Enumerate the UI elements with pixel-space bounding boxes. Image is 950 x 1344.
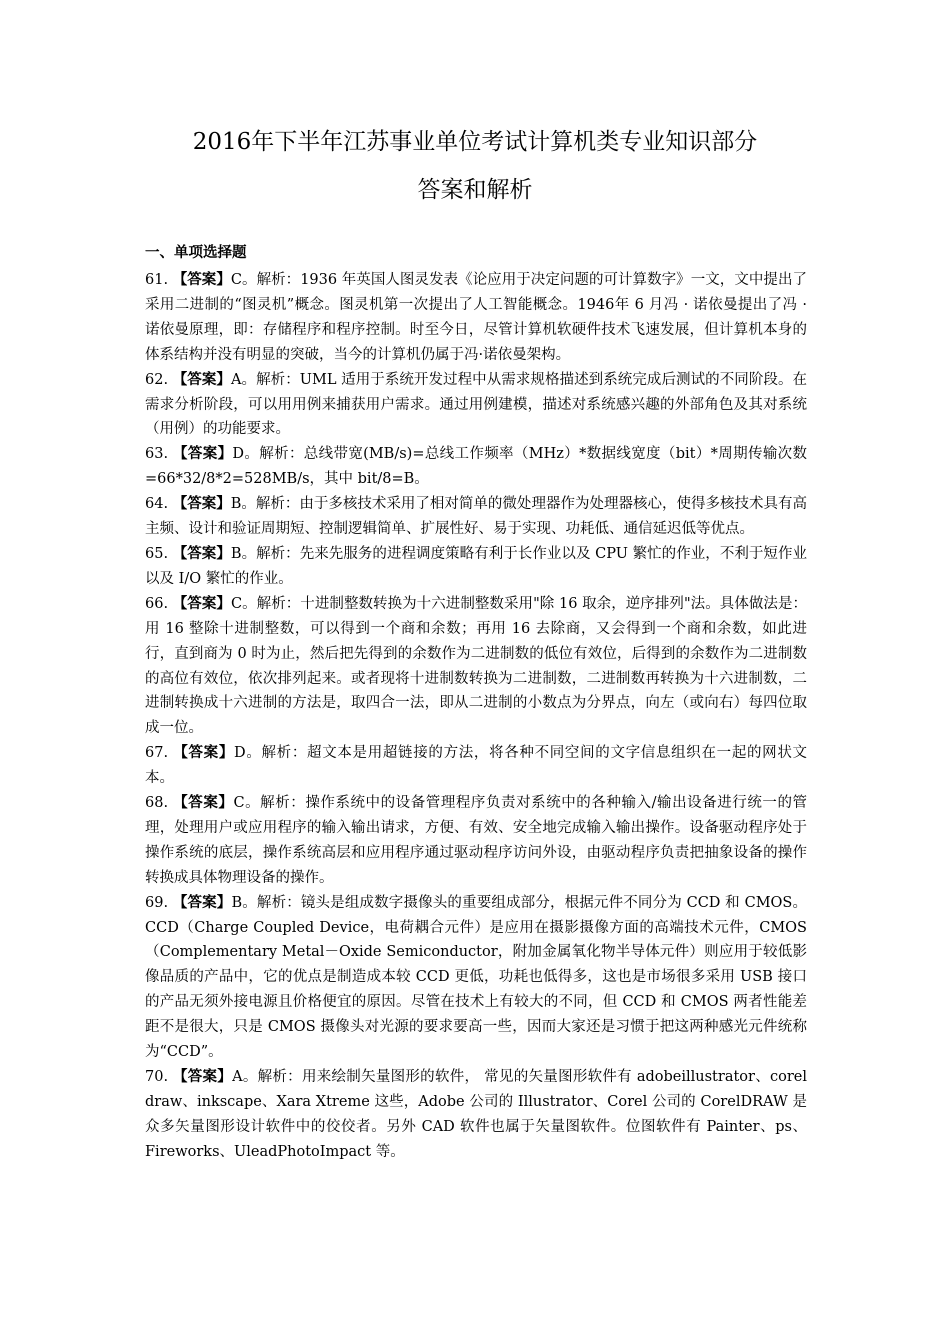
answer-item-68 [145,791,807,891]
answer-item-65 [145,542,807,592]
answer-item-64 [145,492,807,542]
answer-tag: 【答案】 [172,370,231,388]
answer-tag: 【答案】 [172,271,231,288]
answer-tag: 【答案】 [172,594,231,612]
explanation-text: 。解析：超文本是用超链接的方法，将各种不同空间的文字信息组织在一起的网状文本。 [145,745,808,787]
explanation-text: 。解析：由于多核技术采用了相对简单的微处理器作为处理器核心，使得多核技术具有高主频、设计和验证周期短、控制逻辑简单、扩展性好、易于实现、功耗低、通信延迟低等优点。 [145,496,808,538]
answer-tag: 【答案】 [173,794,234,812]
answer-list [145,268,807,1165]
explanation-text: 。解析：用来绘制矢量图形的软件， 常见的矢量图形软件有 adobeillustrator、corel draw、inkscape、Xara Xtreme 这些，Adobe 公司的 Illustrator、Corel 公司的 CorelDRAW 是众多矢量图形设计软件中的佼佼者。另外 CAD 软件也属于矢量图软件。位图软件有 Painter、ps、Fireworks、UleadPhotoImpact 等。 [145,1069,808,1160]
question-number: 66. [145,595,169,612]
answer-item-66 [145,592,807,741]
answer-letter: C [233,795,245,812]
section-heading: 一、单项选择题 [145,244,247,261]
answer-item-61 [145,268,807,368]
answer-letter: B [230,545,242,562]
answer-tag: 【答案】 [173,744,235,762]
question-number: 67. [145,745,169,762]
answer-letter: B [230,496,242,513]
explanation-text: 。解析：镜头是组成数字摄像头的重要组成部分，根据元件不同分为 CCD 和 CMOS。CCD（Charge Coupled Device，电荷耦合元件）是应用在摄影摄像方面的高端技术元件，CMOS（Complementary Metal－Oxide Semiconductor，附加金属氧化物半导体元件）则应用于较低影像品质的产品中，它的优点是制造成本较 CCD 更低，功耗也低得多，这也是市场很多采用 USB 接口的产品无须外接电源且价格便宜的原因。尽管在技术上有较大的不同，但 CCD 和 CMOS 两者性能差距不是很大，只是 CMOS 摄像头对光源的要求要高一些，因而大家还是习惯于把这两种感光元件统称为“CCD”。 [145,894,808,1061]
explanation-text: 。解析：UML 适用于系统开发过程中从需求规格描述到系统完成后测试的不同阶段。在需求分析阶段，可以用用例来捕获用户需求。通过用例建模，描述对系统感兴趣的外部角色及其对系统（用例）的功能要求。 [145,371,808,438]
question-number: 65. [145,545,169,562]
question-number: 69. [145,894,169,911]
explanation-text: 。解析：先来先服务的进程调度策略有利于长作业以及 CPU 繁忙的作业，不利于短作业以及 I/O 繁忙的作业。 [145,545,808,587]
answer-item-62 [145,368,807,443]
answer-tag: 【答案】 [172,495,231,513]
explanation-text: 。解析：操作系统中的设备管理程序负责对系统中的各种输入/输出设备进行统一的管理，处理用户或应用程序的输入输出请求，方便、有效、安全地完成输入输出操作。设备驱动程序处于操作系统的底层，操作系统高层和应用程序通过驱动程序访问外设，由驱动程序负责把抽象设备的操作转换成具体物理设备的操作。 [145,795,808,886]
answer-letter: B [231,894,243,911]
answer-tag: 【答案】 [172,893,232,911]
answer-letter: D [232,446,245,463]
explanation-text: 。解析：十进制整数转换为十六进制整数采用"除 16 取余，逆序排列"法。具体做法是：用 16 整除十进制整数，可以得到一个商和余数；再用 16 去除商，又会得到一个商和余数，如此进行，直到商为 0 时为止，然后把先得到的余数作为二进制数的低位有效位，后得到的余数作为二进制数的高位有效位，依次排列起来。或者现将十进制数转换为二进制数，二进制数再转换为十六进制数，二进制转换成十六进制的方法是，取四合一法，即从二进制的小数点为分界点，向左（或向右）每四位取成一位。 [145,595,808,737]
answer-tag: 【答案】 [173,445,233,463]
answer-tag: 【答案】 [172,1068,233,1085]
question-number: 68. [145,795,169,812]
document-title-line-1: 2016年下半年江苏事业单位考试计算机类专业知识部分 [192,129,758,155]
explanation-text: 。解析：1936 年英国人图灵发表《论应用于决定问题的可计算数字》一文，文中提出了采用二进制的“图灵机”概念。图灵机第一次提出了人工智能概念。1946年 6 月冯 · 诺依曼提出了冯 · 诺依曼原理，即：存储程序和程序控制。时至今日，尽管计算机软硬件技术飞速发展，但计算机本身的体系结构并没有明显的突破，当今的计算机仍属于冯·诺依曼架构。 [145,272,808,363]
answer-item-69 [145,891,807,1065]
answer-item-67 [145,741,807,791]
question-number: 64. [145,496,169,513]
answer-letter: A [230,371,242,388]
answer-letter: A [232,1069,243,1085]
question-number: 70. [145,1069,169,1085]
document-title-line-2: 答案和解析 [417,177,533,203]
answer-letter: C [230,272,242,288]
question-number: 62. [145,371,169,388]
answer-letter: D [234,745,246,762]
answer-letter: C [230,595,243,612]
answer-item-70 [145,1065,807,1165]
explanation-text: 。解析：总线带宽(MB/s)=总线工作频率（MHz）*数据线宽度（bit）*周期传输次数=66*32/8*2=528MB/s，其中 bit/8=B。 [145,446,808,488]
question-number: 63. [145,446,169,463]
answer-item-63 [145,442,807,492]
answer-tag: 【答案】 [172,544,231,562]
question-number: 61. [145,272,169,288]
